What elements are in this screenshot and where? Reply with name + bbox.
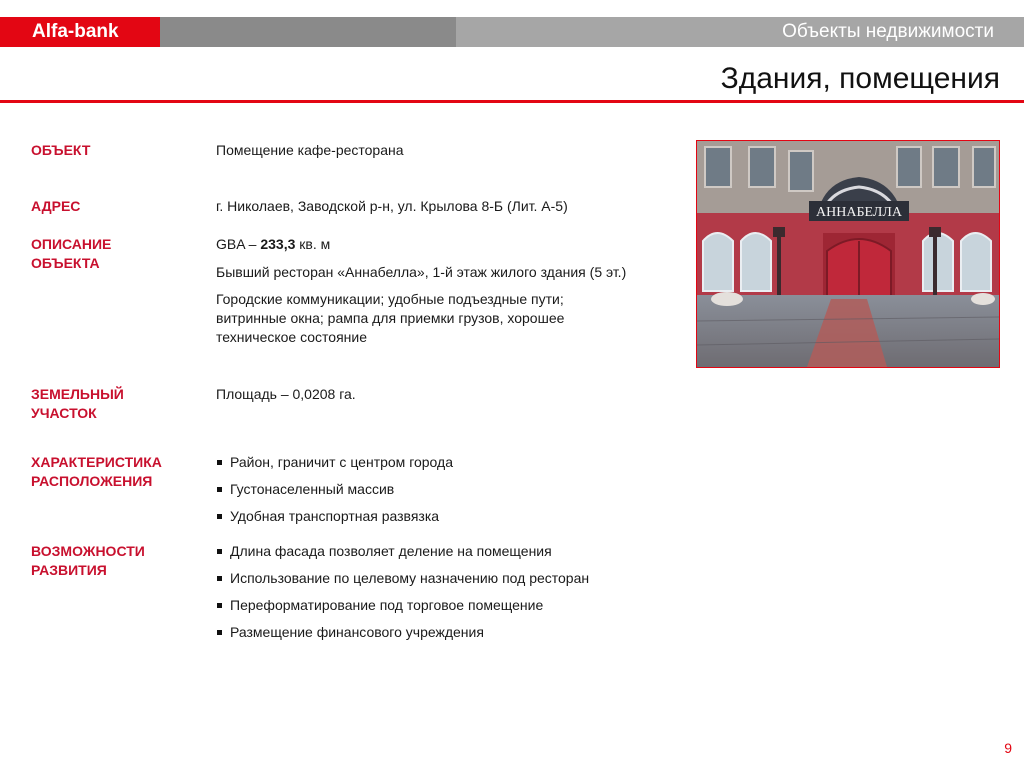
label-address: АДРЕС (31, 198, 81, 214)
value-land: Площадь – 0,0208 га. (216, 386, 356, 402)
list-item: Переформатирование под торговое помещение (216, 596, 589, 623)
page-number: 9 (1004, 740, 1012, 756)
list-item: Густонаселенный массив (216, 480, 453, 507)
list-item: Удобная транспортная развязка (216, 507, 453, 534)
header-bar-dark (160, 17, 456, 47)
label-development: ВОЗМОЖНОСТИ РАЗВИТИЯ (31, 543, 145, 578)
gba-unit: кв. м (299, 236, 331, 252)
list-item: Размещение финансового учреждения (216, 623, 589, 650)
building-photo (696, 140, 1000, 368)
value-gba (216, 235, 686, 254)
sign-text: АННАБЕЛЛА (816, 205, 902, 220)
list-item: Район, граничит с центром города (216, 453, 453, 480)
label-location: ХАРАКТЕРИСТИКА РАСПОЛОЖЕНИЯ (31, 454, 162, 489)
value-address: г. Николаев, Заводской р-н, ул. Крылова 8-Б (Лит. А-5) (216, 198, 568, 214)
gba-value: 233,3 (260, 236, 296, 252)
brand-logo: Alfa-bank (0, 17, 160, 47)
label-object: ОБЪЕКТ (31, 142, 91, 158)
list-item: Длина фасада позволяет деление на помещения (216, 542, 589, 569)
section-title: Объекты недвижимости (456, 17, 1024, 47)
label-land: ЗЕМЕЛЬНЫЙ УЧАСТОК (31, 386, 124, 421)
value-description-line2: Бывший ресторан «Аннабелла», 1-й этаж жилого здания (5 эт.) (216, 264, 627, 280)
label-description: ОПИСАНИЕ ОБЪЕКТА (31, 236, 112, 271)
page-title: Здания, помещения (720, 62, 1000, 95)
title-divider (0, 100, 1024, 103)
value-object: Помещение кафе-ресторана (216, 142, 404, 158)
development-list (216, 542, 589, 650)
value-description-line3: Городские коммуникации; удобные подъездные пути; витринные окна; рампа для приемки грузов, хорошее техническое состояние (216, 291, 565, 345)
location-list (216, 453, 453, 534)
list-item: Использование по целевому назначению под ресторан (216, 569, 589, 596)
header-bar (0, 17, 1024, 47)
restaurant-facade-illustration (697, 141, 999, 367)
gba-prefix: GBA – (216, 236, 257, 252)
